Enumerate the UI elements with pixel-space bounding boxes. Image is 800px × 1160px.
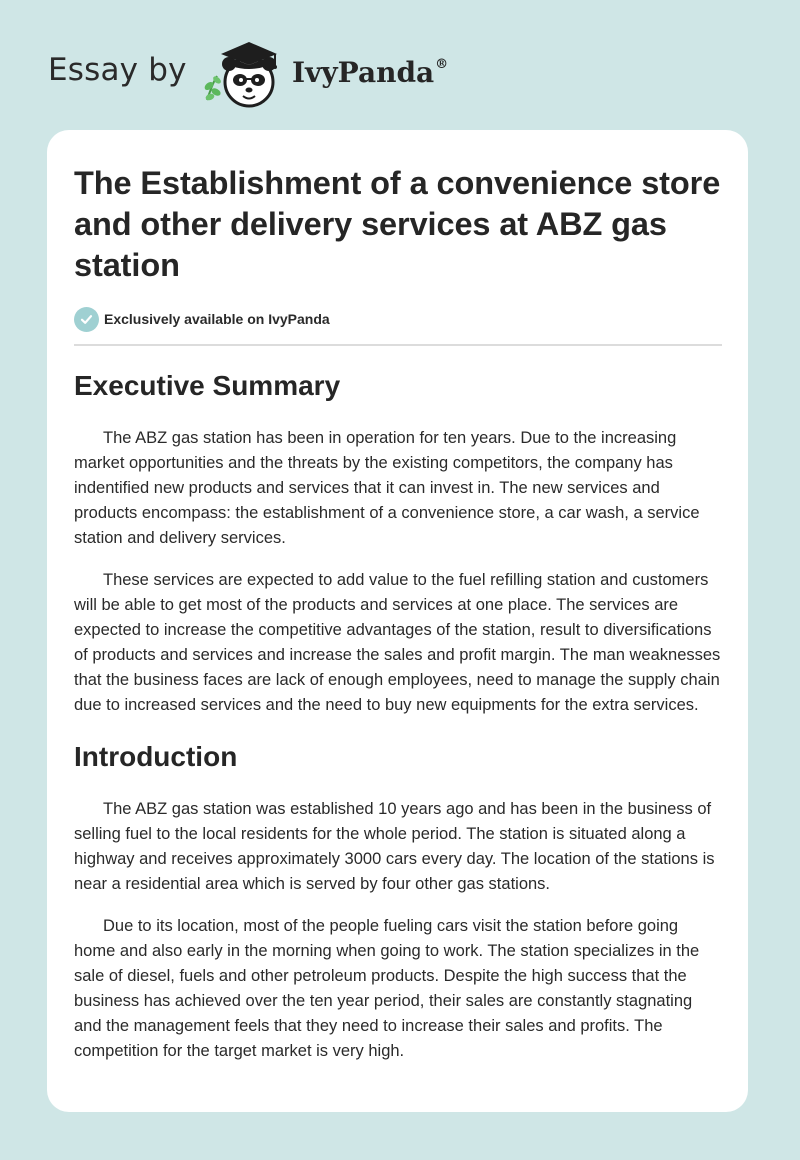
essay-by-label: Essay by [48,52,187,88]
paragraph: These services are expected to add value to the fuel refilling station and customers will be able to get most of the products and services at one place. The services are expected to increase the competitive advantages of the station, result to diversifications of products and services and increase the sales and profit margin. The man weaknesses that the business faces are lack of enough employees, need to manage the supply chain due to increased services and the need to buy new equipments for the extra services. [74,571,721,714]
brand-name: IvyPanda [292,56,435,89]
paragraph: The ABZ gas station was established 10 years ago and has been in the business of selling fuel to the local residents for the whole period. The station is situated along a highway and receives approximately 3000 cars every day. The location of the stations is near a residential area which is served by four other gas stations. [74,800,715,893]
panda-graduate-icon[interactable] [201,34,283,110]
essay-title: The Establishment of a convenience store and other delivery services at ABZ gas station [74,165,721,283]
registered-mark: ® [435,57,449,72]
exclusive-label: Exclusively available on IvyPanda [104,311,330,327]
section-heading-introduction: Introduction [74,741,238,772]
exclusive-badge [74,305,722,333]
divider [74,344,722,346]
essay-card [47,130,748,1112]
paragraph: Due to its location, most of the people fueling cars visit the station before going home and also early in the morning when going to work. The station specializes in the sale of diesel, fuels and other petroleum products. Despite the high success that the business has achieved over the ten year period, their sales are constantly stagnating and the management feels that they need to increase their sales and profits. The competition for the target market is very high. [74,917,700,1060]
site-header [48,30,488,110]
section-heading-executive-summary: Executive Summary [74,370,341,401]
paragraph: The ABZ gas station has been in operation for ten years. Due to the increasing market opportunities and the threats by the existing competitors, the company has indentified new products and services that it can invest in. The new services and products encompass: the establishment of a convenience store, a car wash, a service station and delivery services. [74,429,700,547]
brand-logo-text[interactable] [292,56,448,89]
check-icon [74,307,99,332]
